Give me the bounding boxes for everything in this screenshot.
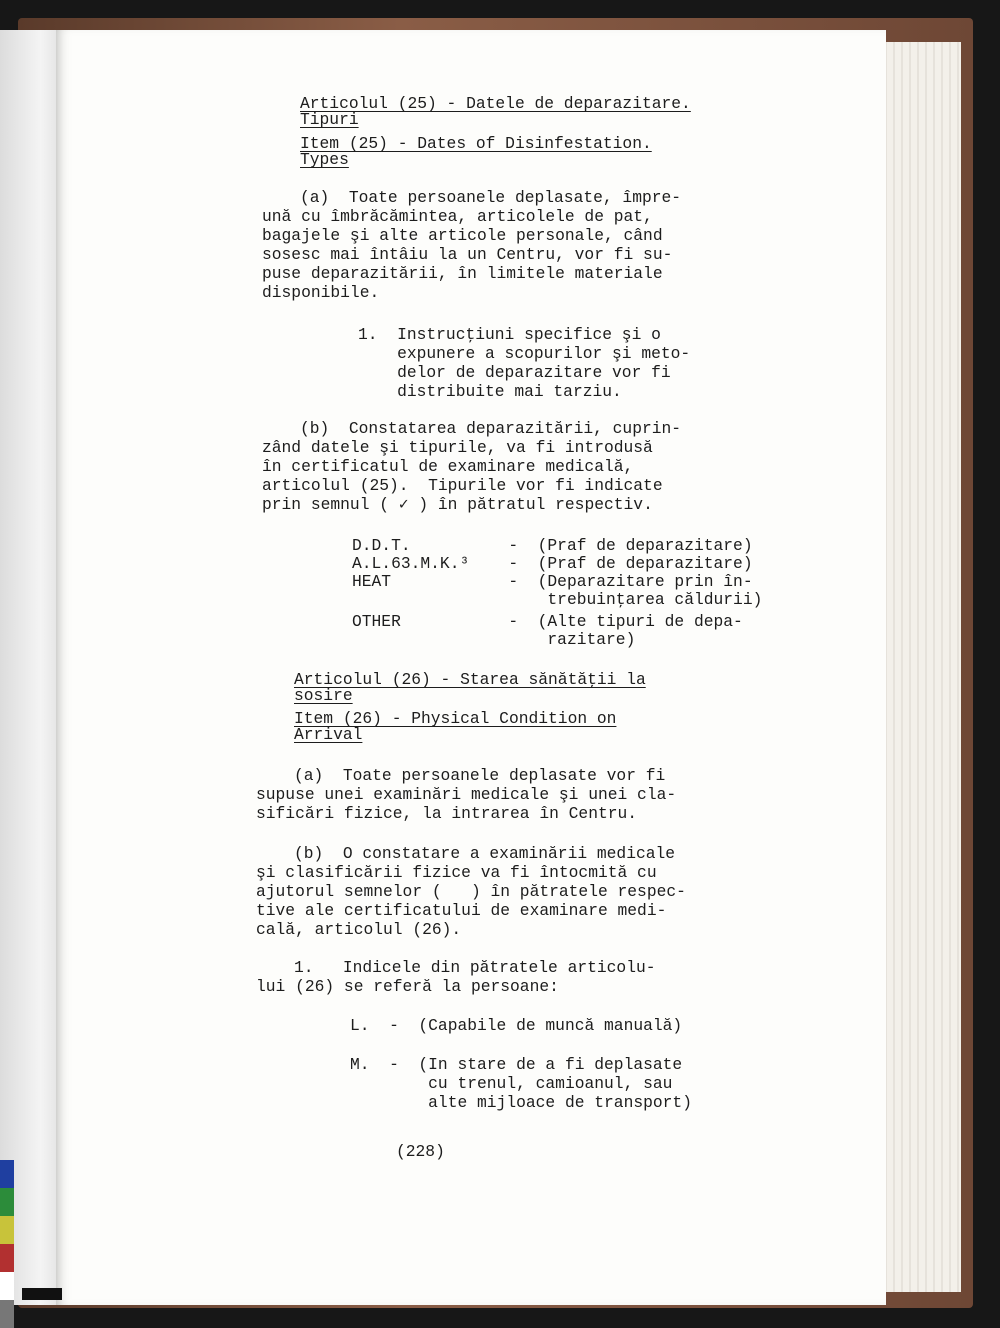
paragraph-line: cală, articolul (26).	[256, 920, 462, 939]
paragraph-line: puse deparazitării, în limitele materiale	[262, 264, 663, 283]
color-calibration-strip	[0, 1160, 14, 1325]
paragraph-line: (b) Constatarea deparazitării, cuprin-	[300, 419, 682, 438]
document-page	[56, 30, 886, 1305]
paragraph-line: delor de deparazitare vor fi	[358, 363, 671, 382]
left-page-edge	[0, 30, 58, 1305]
heading-26-ro-line1: Articolul (26) - Starea sănătăţii la	[294, 670, 646, 689]
type-row: D.D.T. - (Praf de deparazitare)	[352, 536, 753, 555]
type-row: HEAT - (Deparazitare prin în-	[352, 572, 753, 591]
heading-25-ro-line1: Articolul (25) - Datele de deparazitare.	[300, 94, 691, 113]
paragraph-line: bagajele şi alte articole personale, când	[262, 226, 663, 245]
code-row: alte mijloace de transport)	[350, 1093, 692, 1112]
paragraph-line: 1. Indicele din pătratele articolu-	[294, 958, 656, 977]
paragraph-line: prin semnul ( ✓ ) în pătratul respectiv.	[262, 495, 653, 514]
paragraph-line: lui (26) se referă la persoane:	[256, 977, 559, 996]
paragraph-line: şi clasificării fizice va fi întocmită cu	[256, 863, 657, 882]
paragraph-line: disponibile.	[262, 283, 380, 302]
heading-25-ro-line2: Tipuri	[300, 110, 359, 129]
type-row: trebuinţarea căldurii)	[352, 590, 763, 609]
heading-26-en-line2: Arrival	[294, 725, 363, 744]
paragraph-line: în certificatul de examinare medicală,	[262, 457, 634, 476]
paragraph-line: tive ale certificatului de examinare medi-	[256, 901, 667, 920]
paragraph-line: distribuite mai tarziu.	[358, 382, 622, 401]
paragraph-line: (b) O constatare a examinării medicale	[294, 844, 676, 863]
paragraph-line: supuse unei examinări medicale şi unei cla-	[256, 785, 677, 804]
paragraph-line: 1. Instrucţiuni specifice şi o	[358, 325, 661, 344]
heading-26-ro-line2: sosire	[294, 686, 353, 705]
code-row: M. - (In stare de a fi deplasate	[350, 1055, 683, 1074]
page-number: (228)	[396, 1142, 445, 1161]
heading-26-en-line1: Item (26) - Physical Condition on	[294, 709, 617, 728]
paragraph-line: ună cu îmbrăcămintea, articolele de pat,	[262, 207, 653, 226]
paragraph-line: articolul (25). Tipurile vor fi indicate	[262, 476, 663, 495]
type-row: razitare)	[352, 630, 636, 649]
paragraph-line: sosesc mai întâiu la un Centru, vor fi su-	[262, 245, 673, 264]
type-row: OTHER - (Alte tipuri de depa-	[352, 612, 743, 631]
paragraph-line: ajutorul semnelor ( ) în pătratele respec-	[256, 882, 686, 901]
type-row: A.L.63.M.K.³ - (Praf de deparazitare)	[352, 554, 753, 573]
paragraph-line: sificări fizice, la intrarea în Centru.	[256, 804, 638, 823]
scan-marker	[22, 1288, 62, 1300]
heading-25-en-line1: Item (25) - Dates of Disinfestation.	[300, 134, 652, 153]
code-row: L. - (Capabile de muncă manuală)	[350, 1016, 683, 1035]
code-row: cu trenul, camioanul, sau	[350, 1074, 673, 1093]
heading-25-en-line2: Types	[300, 150, 349, 169]
paragraph-line: zând datele şi tipurile, va fi introdusă	[262, 438, 653, 457]
paragraph-line: (a) Toate persoanele deplasate vor fi	[294, 766, 666, 785]
paragraph-line: expunere a scopurilor şi meto-	[358, 344, 691, 363]
paragraph-line: (a) Toate persoanele deplasate, împre-	[300, 188, 682, 207]
